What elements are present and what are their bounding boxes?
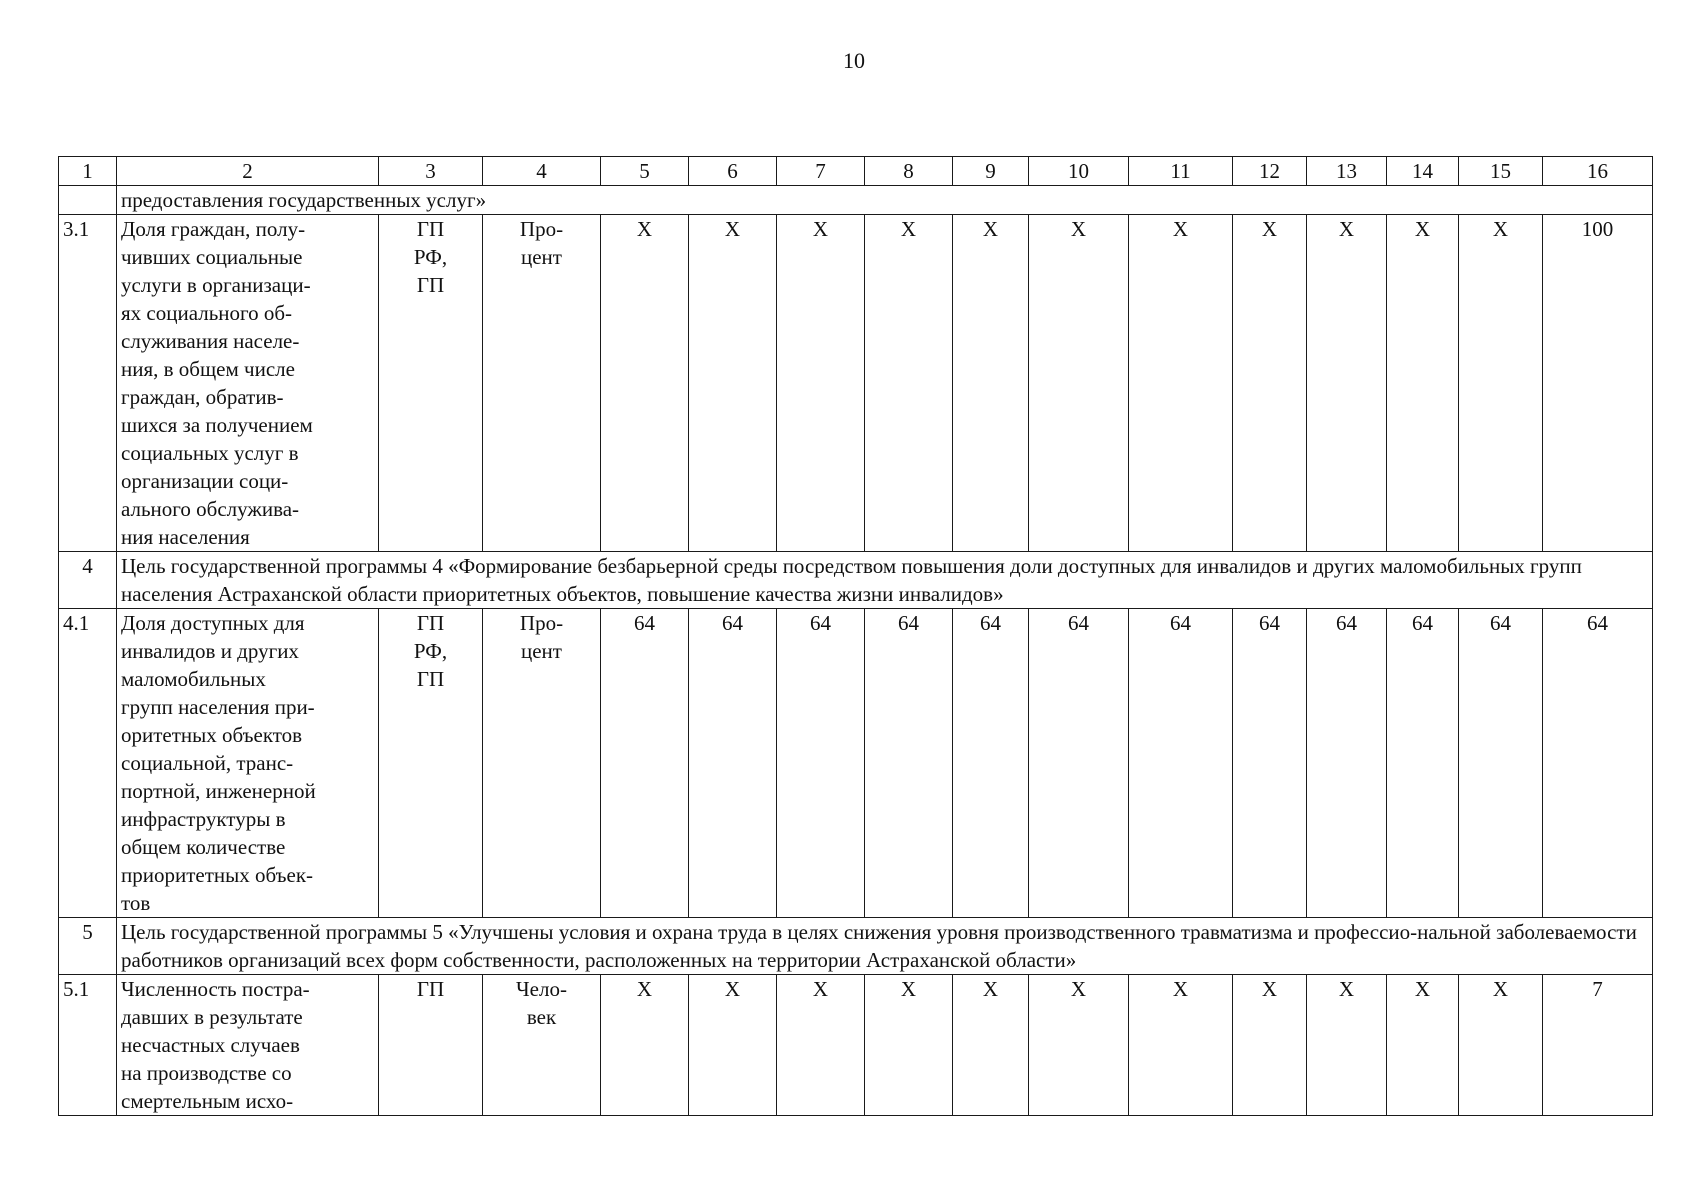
value-cell: X <box>865 975 953 1116</box>
value-cell: X <box>777 975 865 1116</box>
indicator-name-line: давших в результате <box>121 1005 303 1029</box>
value-cell: X <box>689 215 777 552</box>
value-cell: 64 <box>865 609 953 918</box>
value-cell: X <box>601 975 689 1116</box>
source-cell <box>379 975 483 1116</box>
value-cell: X <box>689 975 777 1116</box>
column-number-cell: 9 <box>953 157 1029 186</box>
indicator-name-line: организации соци- <box>121 469 289 493</box>
source-line: ГП <box>416 217 445 241</box>
indicator-name-line: социальной, транс- <box>121 751 294 775</box>
unit-line: век <box>526 1005 557 1029</box>
value-cell: X <box>1129 975 1233 1116</box>
source-line: РФ, <box>413 639 448 663</box>
column-number-cell: 10 <box>1029 157 1129 186</box>
value-cell: 64 <box>601 609 689 918</box>
value-cell: X <box>865 215 953 552</box>
indicator-name-line: служивания населе- <box>121 329 300 353</box>
row-index-cell: 4.1 <box>59 609 117 918</box>
indicator-name-line: на производстве со <box>121 1061 292 1085</box>
source-line: ГП <box>416 977 445 1001</box>
value-cell: X <box>777 215 865 552</box>
value-cell: X <box>1029 975 1129 1116</box>
unit-cell <box>483 975 601 1116</box>
indicator-row <box>59 975 1653 1116</box>
indicator-name-cell <box>117 215 379 552</box>
page-number: 10 <box>843 48 865 73</box>
value-cell: X <box>953 975 1029 1116</box>
value-cell: 64 <box>953 609 1029 918</box>
column-number-cell: 1 <box>59 157 117 186</box>
source-line: РФ, <box>413 245 448 269</box>
indicator-name-line: маломобильных <box>121 667 266 691</box>
row-index-cell: 4 <box>59 552 117 609</box>
unit-line: цент <box>521 245 562 269</box>
indicator-name-line: смертельным исхо- <box>121 1089 294 1113</box>
value-cell: X <box>1387 215 1459 552</box>
value-cell: X <box>1129 215 1233 552</box>
indicator-name-line: общем количестве <box>121 835 286 859</box>
indicator-name-line: тов <box>121 891 151 915</box>
value-cell: 64 <box>689 609 777 918</box>
indicator-name-line: портной, инженерной <box>121 779 316 803</box>
value-cell: 100 <box>1543 215 1653 552</box>
column-number-row <box>59 157 1653 186</box>
unit-line: цент <box>521 639 562 663</box>
source-line: ГП <box>416 667 445 691</box>
continuation-text-cell: предоставления государственных услуг» <box>117 186 1653 215</box>
unit-line: Про- <box>519 217 564 241</box>
column-number-cell: 5 <box>601 157 689 186</box>
value-cell: X <box>1307 975 1387 1116</box>
value-cell: X <box>1029 215 1129 552</box>
indicators-table <box>58 156 1653 1116</box>
column-number-cell: 11 <box>1129 157 1233 186</box>
indicator-row <box>59 215 1653 552</box>
goal-text-cell: Цель государственной программы 5 «Улучшены условия и охрана труда в целях снижения уровня производственного травматизма и профессио-нальной заболеваемости работников организаций всех форм собственности, расположенных на территории Астраханской области» <box>117 918 1653 975</box>
column-number-cell: 2 <box>117 157 379 186</box>
row-index-cell: 5.1 <box>59 975 117 1116</box>
indicator-name-line: Доля граждан, полу- <box>121 217 306 241</box>
indicator-row <box>59 609 1653 918</box>
value-cell: 64 <box>1129 609 1233 918</box>
indicator-name-line: социальных услуг в <box>121 441 299 465</box>
source-line: ГП <box>416 611 445 635</box>
unit-cell <box>483 609 601 918</box>
indicator-name-line: приоритетных объек- <box>121 863 314 887</box>
indicator-name-line: граждан, обратив- <box>121 385 284 409</box>
column-number-cell: 15 <box>1459 157 1543 186</box>
column-number-cell: 7 <box>777 157 865 186</box>
indicator-name-line: ния, в общем числе <box>121 357 295 381</box>
indicator-name-line: чивших социальные <box>121 245 303 269</box>
row-index-cell: 5 <box>59 918 117 975</box>
value-cell: X <box>1307 215 1387 552</box>
value-cell: 64 <box>1543 609 1653 918</box>
continuation-row <box>59 186 1653 215</box>
source-cell <box>379 609 483 918</box>
unit-line: Чело- <box>516 977 567 1001</box>
source-line: ГП <box>416 273 445 297</box>
value-cell: 64 <box>1233 609 1307 918</box>
value-cell: X <box>1387 975 1459 1116</box>
indicator-name-cell <box>117 975 379 1116</box>
value-cell: X <box>1459 975 1543 1116</box>
row-index-cell: 3.1 <box>59 215 117 552</box>
column-number-cell: 16 <box>1543 157 1653 186</box>
indicator-name-line: несчастных случаев <box>121 1033 300 1057</box>
column-number-cell: 6 <box>689 157 777 186</box>
value-cell: X <box>601 215 689 552</box>
value-cell: X <box>953 215 1029 552</box>
goal-text-cell: Цель государственной программы 4 «Формирование безбарьерной среды посредством повышения доли доступных для инвалидов и других маломобильных групп населения Астраханской области приоритетных объектов, повышение качества жизни инвалидов» <box>117 552 1653 609</box>
unit-cell <box>483 215 601 552</box>
value-cell: 64 <box>1029 609 1129 918</box>
indicator-name-line: групп населения при- <box>121 695 315 719</box>
indicator-name-line: инфраструктуры в <box>121 807 286 831</box>
value-cell: X <box>1233 215 1307 552</box>
column-number-cell: 8 <box>865 157 953 186</box>
unit-line: Про- <box>519 611 564 635</box>
row-index-cell <box>59 186 117 215</box>
value-cell: 64 <box>1307 609 1387 918</box>
column-number-cell: 13 <box>1307 157 1387 186</box>
goal-row <box>59 552 1653 609</box>
indicator-name-cell <box>117 609 379 918</box>
value-cell: 64 <box>1387 609 1459 918</box>
value-cell: 64 <box>1459 609 1543 918</box>
column-number-cell: 3 <box>379 157 483 186</box>
value-cell: 64 <box>777 609 865 918</box>
indicator-name-line: Доля доступных для <box>121 611 305 635</box>
indicator-name-line: ния населения <box>121 525 250 549</box>
column-number-cell: 14 <box>1387 157 1459 186</box>
indicator-name-line: услуги в организаци- <box>121 273 311 297</box>
column-number-cell: 4 <box>483 157 601 186</box>
indicator-name-line: Численность постра- <box>121 977 310 1001</box>
goal-row <box>59 918 1653 975</box>
source-cell <box>379 215 483 552</box>
indicator-name-line: ях социального об- <box>121 301 293 325</box>
value-cell: 7 <box>1543 975 1653 1116</box>
column-number-cell: 12 <box>1233 157 1307 186</box>
indicator-name-line: ального обслужива- <box>121 497 300 521</box>
indicator-name-line: шихся за получением <box>121 413 313 437</box>
indicator-name-line: оритетных объектов <box>121 723 303 747</box>
value-cell: X <box>1233 975 1307 1116</box>
value-cell: X <box>1459 215 1543 552</box>
indicator-name-line: инвалидов и других <box>121 639 299 663</box>
